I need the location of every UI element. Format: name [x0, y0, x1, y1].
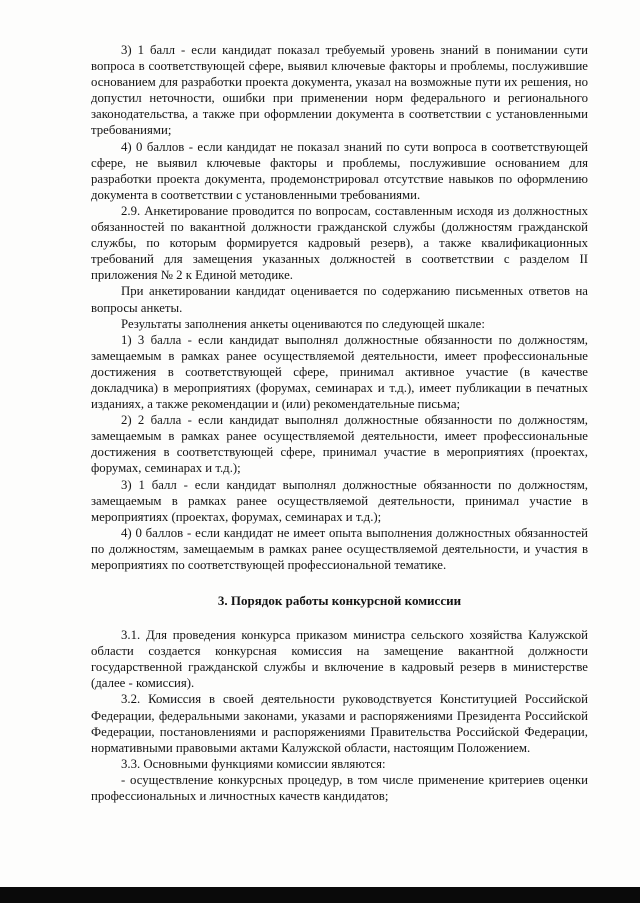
scan-bottom-edge: [0, 887, 640, 903]
paragraph-3-2: 3.2. Комиссия в своей деятельности руководствуется Конституцией Российской Федерации, федеральными законами, указами и распоряжениями Президента Российской Федерации, постановлениями и распоряжениями Правительства Российской Федерации, нормативными правовыми актами Калужской области, настоящим Положением.: [91, 692, 588, 755]
paragraph-2-9-questionnaire: 2.9. Анкетирование проводится по вопросам, составленным исходя из должностных обязанностей по вакантной должности гражданской службы (должностям гражданской службы, по которым формируется кадровый резерв), а также квалификационных требований для замещения указанных должностей в соответствии с разделом II приложения № 2 к Единой методике.: [91, 203, 588, 283]
paragraph-scale-intro: Результаты заполнения анкеты оцениваются по следующей шкале:: [121, 316, 485, 331]
paragraph-score-0-knowledge: 4) 0 баллов - если кандидат не показал знаний по сути вопроса в соответствующей сфере, не выявил ключевые факторы и проблемы, послужившие основанием для разработки проекта документа, продемонстрировал отсутствие навыков по оформлению документа в соответствии с установленными требованиями.: [91, 139, 588, 202]
paragraph-questionnaire-evaluation: При анкетировании кандидат оценивается по содержанию письменных ответов на вопросы анкеты.: [91, 284, 588, 315]
section-heading: 3. Порядок работы конкурсной комиссии: [217, 593, 462, 609]
paragraph-scale-3-points: 1) 3 балла - если кандидат выполнял должностные обязанности по должностям, замещаемым в рамках ранее осуществляемой деятельности, имеет профессиональные достижения в соответствующей сфере, принимал активное участие (в качестве докладчика) в мероприятиях (форумах, семинарах и т.д.), имеет публикации в печатных изданиях, а также рекомендации и (или) рекомендательные письма;: [91, 332, 588, 412]
paragraph-scale-1-point: 3) 1 балл - если кандидат выполнял должностные обязанности по должностям, замещаемым в рамках ранее осуществляемой деятельности, принимал участие в мероприятиях (проектах, форумах, семинарах и т.д.);: [91, 477, 588, 524]
paragraph-scale-2-points: 2) 2 балла - если кандидат выполнял должностные обязанности по должностям, замещаемым в рамках ранее осуществляемой деятельности, имеет профессиональные достижения в соответствующей сфере, принимал участие в мероприятиях (проектах, форумах, семинарах и т.д.);: [91, 413, 588, 476]
paragraph-function-item: - осуществление конкурсных процедур, в том числе применение критериев оценки профессиональных и личностных качеств кандидатов;: [91, 772, 588, 804]
paragraph-scale-0-points: 4) 0 баллов - если кандидат не имеет опыта выполнения должностных обязанностей по должностям, замещаемым в рамках ранее осуществляемой деятельности, и участия в мероприятиях по соответствующей профессиональной тематике.: [91, 525, 588, 572]
paragraph-3-1: 3.1. Для проведения конкурса приказом министра сельского хозяйства Калужской области создается конкурсная комиссия на замещение вакантной должности государственной гражданской службы и включение в кадровый резерв в министерстве (далее - комиссия).: [91, 628, 588, 691]
paragraph-score-1-knowledge: 3) 1 балл - если кандидат показал требуемый уровень знаний в понимании сути вопроса в соответствующей сфере, выявил ключевые факторы и проблемы, послужившие основанием для разработки проекта документа, указал на возможные пути их решения, но допустил неточности, ошибки при применении норм федерального и регионального законодательства, а также при оформлении документа в соответствии с установленными требованиями;: [91, 43, 588, 138]
document-body: [91, 42, 588, 804]
paragraph-3-3: 3.3. Основными функциями комиссии являются:: [121, 756, 386, 771]
